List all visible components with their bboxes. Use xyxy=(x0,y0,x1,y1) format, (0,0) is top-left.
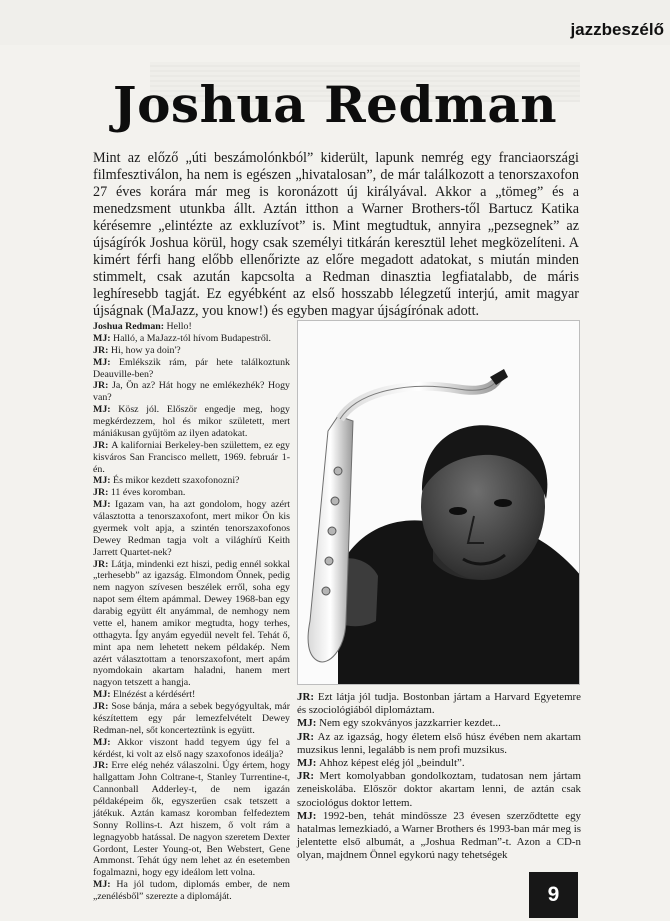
interview-turn: JR: Hi, how ya doin'? xyxy=(93,344,181,356)
speaker-label: MJ xyxy=(93,689,108,701)
speaker-label: JR xyxy=(93,487,106,499)
saxophonist-photo xyxy=(297,320,580,685)
speaker-label: MJ xyxy=(93,404,108,416)
speaker-label: MJ xyxy=(93,332,108,344)
turn-text: Igazam van, ha azt gondolom, hogy azért választotta a tenorszaxofont, mert mikor Ön kis gyermek volt apja, a szintén tenorszaxofonos Dewey Redman tagja volt a világhírű Keith Jarrett Quartet-nek? xyxy=(93,499,291,558)
interview-turn: MJ: És mikor kezdett szaxofonozni? xyxy=(93,475,240,487)
interview-turn: MJ: Emlékszik rám, pár hete találkoztunk Deauville-ben? xyxy=(93,356,290,380)
speaker-label: JR xyxy=(93,344,106,356)
turn-text: Sose bánja, mára a sebek begyógyultak, már készítettem egy pár lemezfelvételt Dewey Redman-nel, sőt koncerteztünk is együtt. xyxy=(93,701,290,736)
interview-turn: JR: Látja, mindenki ezt hiszi, pedig ennél sokkal „terhesebb” az igazság. Elmondom Önnek, pedig nem nagyon szívesen beszélek erről, soha egy napot sem éltem apámmal. Dewey 1968-ban egy darabig együtt élt anyámmal, de nemhogy nem vette el, hanem amikor megtudta, hogy terhes, otthagyta. Így anyám egyedül nevelt fel. Tehát ő, mint apa nem lehetett nekem példakép. Nem azért választottam a tenorszaxofont, mert apám nyomdokain akartam haladni, hanem mert nagyon tetszett a hangja. xyxy=(93,558,290,689)
speaker-label: MJ xyxy=(297,717,313,730)
interview-turn: JR: Erre elég nehéz válaszolni. Úgy értem, hogy hallgattam John Coltrane-t, Stanley Turrentine-t, Cannonball Adderley-t, de nem igazán példaképeim ők, egyszerűen csak tetszett a játékuk. Aztán kamasz koromban felfedeztem Sonny Rollins-t. Azt hiszem, ő volt rám a legnagyobb hatással. De nagyon szeretem Dexter Gordont, Lester Young-ot, Ben Webstert, Gene Ammonst. Tehát úgy nem lehet az én esetemben fogalmazni, hogy egy ideálom lett volna. xyxy=(93,760,291,879)
speaker-label: MJ xyxy=(93,736,108,748)
speaker-label: JR xyxy=(297,730,311,743)
turn-text: Ezt látja jól tudja. Bostonban jártam a Harvard Egyetemre és szociológiából diplomáztam. xyxy=(297,691,581,717)
interview-turn: JR: Ezt látja jól tudja. Bostonban jártam a Harvard Egyetemre és szociológiából diplomáztam. xyxy=(297,691,581,717)
turn-text: 1992-ben, tehát mindössze 23 évesen szerződtette egy hatalmas lemezkiadó, a Warner Brothers és 1993-ban már meg is jelentette első albumát, a „Joshua Redman”-t. Azon a CD-n olyan, majdnem Önnel egykorú nagy tehetségek xyxy=(297,809,581,862)
speaker-label: JR xyxy=(93,760,106,772)
portrait-image xyxy=(298,321,580,685)
speaker-label: MJ xyxy=(93,499,108,511)
interview-turn: MJ: Ahhoz képest elég jól „beindult”. xyxy=(297,757,465,770)
speaker-label: JR xyxy=(297,691,311,703)
turn-text: Nem egy szokványos jazzkarrier kezdet... xyxy=(319,717,501,730)
turn-text: Akkor viszont hadd tegyem úgy fel a kérdést, ki volt az első nagy szaxofonos ideálja? xyxy=(93,736,290,760)
interview-turn: MJ: Akkor viszont hadd tegyem úgy fel a kérdést, ki volt az első nagy szaxofonos ideálja? xyxy=(93,736,290,760)
interview-turn: JR: Mert komolyabban gondolkoztam, tudatosan nem jártam zeneiskolába. Először doktor akartam lenni, de aztán csak szociológus doktor lettem. xyxy=(297,770,581,809)
speaker-label: Joshua Redman xyxy=(93,321,161,332)
turn-text: Az az igazság, hogy életem első húsz évében nem akartam muzsikus lenni, legalább is nem profi muzsikus. xyxy=(297,730,581,756)
speaker-label: MJ xyxy=(93,475,108,487)
article-intro: Mint az előző „úti beszámolónkból” kiderült, lapunk nemrég egy franciaországi filmfesztiválon, ha nem is egészen „hivatalosan”, de már találkozott a tenorszaxofon 27 éves korára már meg is koronázott új királyával. Akkor a „tömeg” és a menedzsment utunkba állt. Aztán itthon a Warner Brothers-től Bartucz Katika kérésemre „elintézte az exkluzívot” is. Mint megtudtuk, annyira „pezsegnek” az újságírók Joshua körül, hogy csak személyi titkárán keresztül lehet megközelíteni. A kimért férfi hang előbb ellenőrizte az előre megadott adatokat, s miután minden stimmelt, csak azután kapcsolta a Redman dinasztia legfiatalabb, de máris leghíresebb tagját. Ez egyébként az első hosszabb lélegzetű interjú, amit magyar újságnak (MaJazz, you know!) és egyben magyar újságírónak adott. xyxy=(93,150,579,320)
turn-text: Mert komolyabban gondolkoztam, tudatosan nem jártam zeneiskolába. Először doktor akartam lenni, de aztán csak szociológus doktor lettem. xyxy=(297,770,581,809)
turn-text: Erre elég nehéz válaszolni. Úgy értem, hogy hallgattam John Coltrane-t, Stanley Turrentine-t, Cannonball Adderley-t, de nem igazán példaképeim ők, egyszerűen csak tetszett a játékuk. Aztán kamasz koromban felfedeztem Sonny Rollins-t. Azt hiszem, ő volt rám a legnagyobb hatással. De nagyon szeretem Dexter Gordont, Lester Young-ot, Ben Webstert, Gene Ammonst. Tehát úgy nem lehet az én esetemben fogalmazni, hogy egy ideálom lett volna. xyxy=(93,760,291,879)
speaker-label: JR xyxy=(93,558,106,570)
turn-text: Halló, a MaJazz-tól hívom Budapestről. xyxy=(113,332,271,344)
interview-turn: MJ: 1992-ben, tehát mindössze 23 évesen szerződtette egy hatalmas lemezkiadó, a Warner Brothers és 1993-ban már meg is jelentette első albumát, a „Joshua Redman”-t. Azon a CD-n olyan, majdnem Önnel egykorú nagy tehetségek xyxy=(297,809,581,862)
speaker-label: JR xyxy=(297,770,311,783)
speaker-label: MJ xyxy=(297,757,313,770)
turn-text: Ha jól tudom, diplomás ember, de nem „zenélésből” szerezte a diplomáját. xyxy=(93,879,290,902)
interview-turn: Joshua Redman: Hello! xyxy=(93,321,192,332)
speaker-label: JR xyxy=(93,701,106,712)
turn-text: Hi, how ya doin'? xyxy=(110,344,181,356)
turn-text: 11 éves koromban. xyxy=(110,487,186,499)
interview-turn: MJ: Elnézést a kérdésért! xyxy=(93,689,196,701)
interview-turn: MJ: Nem egy szokványos jazzkarrier kezdet... xyxy=(297,717,501,730)
interview-turn: JR: 11 éves koromban. xyxy=(93,487,186,499)
interview-turn: JR: Sose bánja, mára a sebek begyógyultak, már készítettem egy pár lemezfelvételt Dewey Redman-nel, sőt koncerteztünk is együtt. xyxy=(93,701,290,736)
speaker-label: MJ xyxy=(93,356,108,368)
turn-text: Elnézést a kérdésért! xyxy=(113,689,196,701)
interview-turn: MJ: Igazam van, ha azt gondolom, hogy azért választotta a tenorszaxofont, mert mikor Ön kis gyermek volt apja, a szintén tenorszaxofonos Dewey Redman tagja volt a világhírű Keith Jarrett Quartet-nek? xyxy=(93,499,291,558)
turn-text: A kaliforniai Berkeley-ben születtem, ez egy kisváros San Francisco mellett, 1969. február 1-én. xyxy=(93,439,290,475)
interview-turn: MJ: Kösz jól. Először engedje meg, hogy megkérdezzem, hol és mikor született, mert mániákusan gyűjtöm az ilyen adatokat. xyxy=(93,404,290,439)
turn-text: Ja, Ön az? Hát hogy ne emlékezhék? Hogy van? xyxy=(93,380,290,404)
turn-text: És mikor kezdett szaxofonozni? xyxy=(113,475,240,487)
interview-turn: JR: Ja, Ön az? Hát hogy ne emlékezhék? Hogy van? xyxy=(93,380,290,404)
interview-turn: JR: A kaliforniai Berkeley-ben születtem, ez egy kisváros San Francisco mellett, 1969. február 1-én. xyxy=(93,439,290,475)
interview-turn: MJ: Halló, a MaJazz-tól hívom Budapestről. xyxy=(93,332,271,344)
speaker-label: MJ xyxy=(93,879,108,891)
section-tag: jazzbeszélő xyxy=(570,20,664,39)
turn-text: Ahhoz képest elég jól „beindult”. xyxy=(319,757,465,770)
interview-column-left xyxy=(93,321,290,903)
interview-column-right xyxy=(297,691,581,863)
page-number: 9 xyxy=(529,872,578,918)
speaker-label: JR xyxy=(93,439,106,451)
turn-text: Emlékszik rám, pár hete találkoztunk Deauville-ben? xyxy=(93,356,290,380)
interview-turn: JR: Az az igazság, hogy életem első húsz évében nem akartam muzsikus lenni, legalább is nem profi muzsikus. xyxy=(297,730,581,756)
speaker-label: MJ xyxy=(297,809,313,822)
turn-text: Kösz jól. Először engedje meg, hogy megkérdezzem, hol és mikor született, mert mániákusan gyűjtöm az ilyen adatokat. xyxy=(93,404,290,439)
article-title: Joshua Redman xyxy=(112,75,558,134)
turn-text: Hello! xyxy=(166,321,192,332)
interview-turn: MJ: Ha jól tudom, diplomás ember, de nem „zenélésből” szerezte a diplomáját. xyxy=(93,879,290,902)
turn-text: Látja, mindenki ezt hiszi, pedig ennél sokkal „terhesebb” az igazság. Elmondom Önnek, pedig nem nagyon szívesen beszélek erről, soha egy napot sem éltem apámmal. Dewey 1968-ban egy darabig együtt élt anyámmal, de nemhogy nem vette el, hanem amikor megtudta, hogy terhes, otthagyta. Így anyám egyedül nevelt fel. Tehát ő, mint apa nem lehetett nekem példakép. Nem azért választottam a tenorszaxofont, mert apám nyomdokain akartam haladni, hanem mert nagyon tetszett a hangja. xyxy=(93,558,290,689)
speaker-label: JR xyxy=(93,380,106,392)
